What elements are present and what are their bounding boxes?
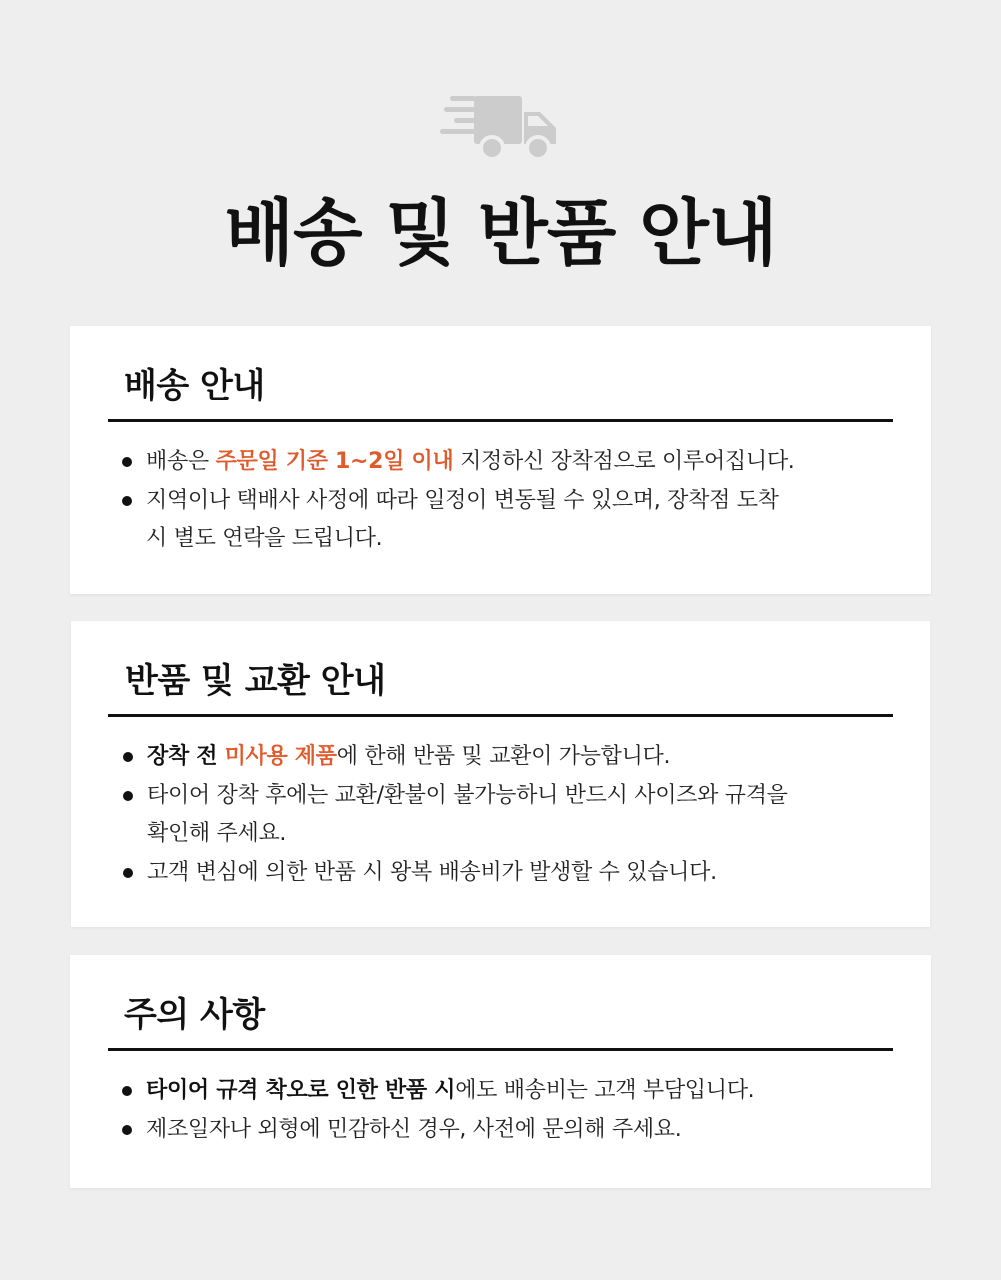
shipping-section-title: 배송 안내 <box>124 366 265 406</box>
return-info-list <box>147 738 820 892</box>
shipping-info-list <box>146 443 821 559</box>
section-divider <box>108 419 893 422</box>
delivery-truck-icon <box>440 92 560 162</box>
list-item: 지역이나 택배사 사정에 따라 일정이 변동될 수 있으며, 장착점 도착 시 별도 연락을 드립니다. <box>146 482 821 559</box>
shipping-info-card <box>70 326 931 594</box>
list-item: 배송은 주문일 기준 1~2일 이내 지정하신 장착점으로 이루어집니다. <box>146 443 821 482</box>
return-exchange-card <box>71 621 930 927</box>
list-item: 타이어 규격 착오로 인한 반품 시에도 배송비는 고객 부담입니다. <box>146 1072 821 1111</box>
list-item: 타이어 장착 후에는 교환/환불이 불가능하니 반드시 사이즈와 규격을 확인해 주세요. <box>147 777 820 854</box>
notes-section-title: 주의 사항 <box>124 995 265 1035</box>
return-section-title: 반품 및 교환 안내 <box>125 661 386 701</box>
notes-list <box>146 1072 821 1149</box>
page-title: 배송 및 반품 안내 <box>224 191 777 275</box>
bold-text: 장착 전 <box>147 744 225 769</box>
list-item: 제조일자나 외형에 민감하신 경우, 사전에 문의해 주세요. <box>146 1111 821 1150</box>
section-divider <box>108 714 893 717</box>
bold-text: 타이어 규격 착오로 인한 반품 시 <box>146 1078 456 1103</box>
list-item: 장착 전 미사용 제품에 한해 반품 및 교환이 가능합니다. <box>147 738 820 777</box>
section-divider <box>108 1048 893 1051</box>
highlight-text: 미사용 제품 <box>224 744 337 769</box>
highlight-text: 주문일 기준 1~2일 이내 <box>215 449 454 474</box>
notes-card <box>70 955 931 1188</box>
list-item: 고객 변심에 의한 반품 시 왕복 배송비가 발생할 수 있습니다. <box>147 854 820 893</box>
